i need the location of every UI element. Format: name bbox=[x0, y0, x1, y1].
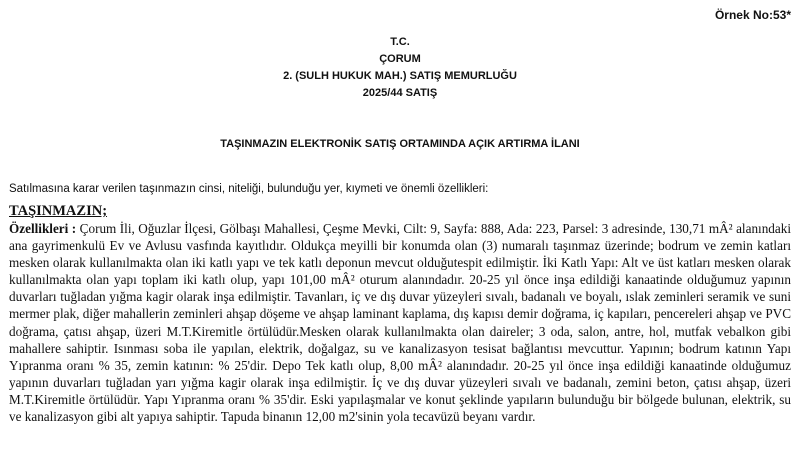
announcement-title: TAŞINMAZIN ELEKTRONİK SATIŞ ORTAMINDA AÇIK ARTIRMA İLANI bbox=[220, 138, 580, 150]
document-header bbox=[0, 34, 800, 102]
sample-number: Örnek No:53* bbox=[714, 8, 791, 22]
features-text: Çorum İli, Oğuzlar İlçesi, Gölbaşı Mahallesi, Çeşme Mevki, Cilt: 9, Sayfa: 888, Ada: 223, Parsel: 3 adresinde, 130,71 mÂ² alanındaki ana gayrimenkulü Ev ve Avlusu vasfında kayıtlıdır. Oldukça meyilli bir konumda olan (3) numaralı taşınmaz üzerinde; bodrum ve zemin katları mesken olarak kullanılmakta olan iki katlı yapı ve tek katlı deponun mevcut olduğutespit edilmiştir. İki Katlı Yapı: Alt ve üst katları mesken olarak kullanılmakta olan yapı toplam iki katlı olup, yapı 101,00 mÂ² oturum alanındadır. 20-25 yıl önce inşa edildiği kanaatinde olduğumuz yapının duvarları tuğladan yığma kagir olarak inşa edilmiştir. Tavanları, iç ve dış duvar yüzeyleri sıvalı, badanalı ve boyalı, ıslak zeminleri seramik ve suni mermer plak, diğer mahallerin zeminleri ahşap döşeme ve ahşap laminant kaplama, dış kapısı demir doğrama, iç kapıları, pencereleri ahşap ve PVC doğrama, çatısı ahşap, üzeri M.T.Kiremitle örtülüdür.Mesken olarak kullanılmakta olan daireler; 3 oda, salon, antre, hol, mutfak vebalkon gibi mahallere sahiptir. Isınması soba ile yapılan, elektrik, doğalgaz, su ve kanalizasyon tesisat bağlantısı mevcuttur. Yapının; bodrum katının Yapı Yıpranma oranı % 35, zemin katının: % 25'dir. Depo Tek katlı olup, 8,00 mÂ² alanındadır. 20-25 yıl önce inşa edildiği kanaatinde olduğumuz yapının duvarları tuğladan yarı yığma kagir olarak inşa edilmiştir. İç ve dış duvar yüzeyleri sıvalı ve badanalı, zemini beton, çatısı ahşap, üzeri M.T.Kiremitle örtülüdür. Yapı Yıpranma oranı % 35'dir. Eski yapılaşmalar ve konut şeklinde yapıların bulunduğu bir bölgede bulunan, elektrik, su ve kanalizasyon gibi alt yapıya sahiptir. Tapuda binanın 12,00 m2'sinin yola tecavüzü beyanı vardır. bbox=[9, 221, 791, 425]
section-heading: TAŞINMAZIN; bbox=[9, 203, 108, 219]
features-label: Özellikleri : bbox=[9, 221, 77, 236]
header-city: ÇORUM bbox=[379, 53, 421, 65]
intro-text: Satılmasına karar verilen taşınmazın cinsi, niteliği, bulunduğu yer, kıymeti ve önemli özellikleri: bbox=[9, 183, 489, 195]
header-country: T.C. bbox=[390, 36, 410, 48]
header-file-number: 2025/44 SATIŞ bbox=[362, 87, 438, 99]
header-office: 2. (SULH HUKUK MAH.) SATIŞ MEMURLUĞU bbox=[283, 70, 517, 82]
features-paragraph bbox=[9, 220, 791, 425]
